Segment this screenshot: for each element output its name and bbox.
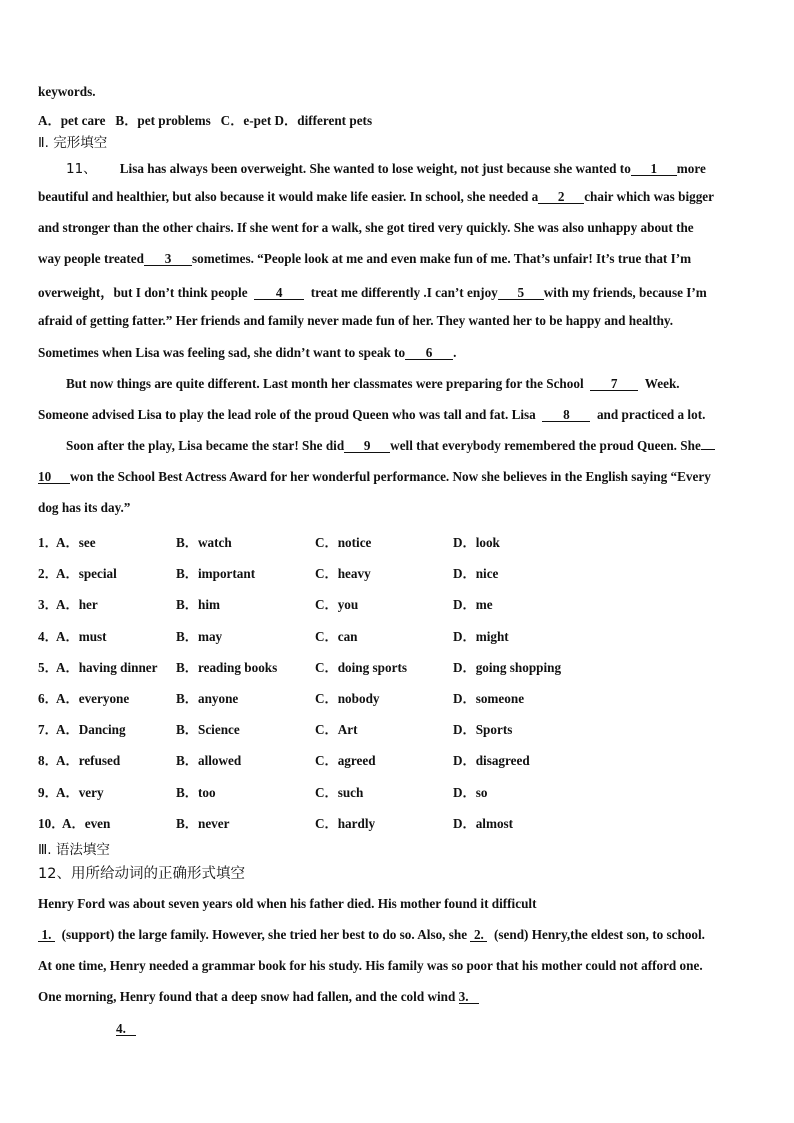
option-d[interactable]: D．me (453, 597, 493, 613)
option-a[interactable]: A．special (56, 566, 117, 582)
option-b[interactable]: B．never (176, 815, 230, 831)
option-row-number: 10． (38, 815, 65, 831)
option-c[interactable]: C．you (315, 597, 359, 613)
passage-line: Soon after the play, Lisa became the star! She did 9 well that everybody remembered the proud Queen. She (66, 438, 715, 454)
option-c[interactable]: C．nobody (315, 691, 380, 706)
blank-6[interactable]: 6 (405, 346, 453, 360)
option-b[interactable]: B．Science (176, 722, 240, 738)
option-b[interactable]: B．too (176, 784, 216, 800)
option-b-text: pet problems (137, 113, 211, 128)
option-d[interactable]: D．nice (453, 566, 499, 582)
question-12-heading: 12、用所给动词的正确形式填空 (38, 866, 245, 882)
passage-line: overweight，but I don’t think people 4 treat me differently .I can’t enjoy 5 with my friends, because I’m (38, 285, 707, 300)
option-row-number: 6． (38, 691, 58, 706)
option-d[interactable]: D．almost (453, 815, 514, 831)
option-c[interactable]: C．can (315, 628, 358, 644)
option-d-text: different pets (297, 113, 373, 128)
option-c[interactable]: C．such (315, 784, 364, 800)
blank-4[interactable]: 4 (254, 286, 304, 300)
passage-line: One morning, Henry found that a deep snow had fallen, and the cold wind 3. (38, 989, 479, 1005)
option-a[interactable]: A．even (62, 815, 111, 831)
option-c[interactable]: C．Art (315, 722, 358, 738)
question-number: 11、 (66, 161, 97, 177)
option-b[interactable]: B．may (176, 628, 223, 644)
option-b[interactable]: B．him (176, 597, 220, 613)
passage-line: dog has its day.” (38, 500, 131, 515)
grammar-blank-1[interactable]: 1. (38, 928, 55, 942)
blank-9[interactable]: 9 (344, 439, 390, 453)
option-b[interactable]: B．allowed (176, 753, 242, 769)
option-c[interactable]: C．doing sports (315, 659, 407, 675)
blank-8[interactable]: 8 (542, 408, 590, 422)
option-a[interactable]: A．everyone (56, 691, 130, 706)
passage-line: 1. (support) the large family. However, she tried her best to do so. Also, she 2. (send) Henry,the eldest son, to school. (38, 927, 705, 943)
blank-1[interactable]: 1 (631, 162, 677, 176)
passage-line: 10 won the School Best Actress Award for her wonderful performance. Now she believes in the English saying “Every (38, 469, 711, 484)
passage-line: But now things are quite different. Last month her classmates were preparing for the School 7 Week. (66, 376, 680, 391)
option-c[interactable]: C．agreed (315, 753, 376, 769)
option-a[interactable]: A．very (56, 784, 104, 800)
option-d[interactable]: D．Sports (453, 722, 513, 738)
passage-line (116, 1021, 136, 1037)
blank-3[interactable]: 3 (144, 252, 192, 266)
passage-line: Sometimes when Lisa was feeling sad, she didn’t want to speak to 6 . (38, 345, 457, 360)
option-b-letter: B (115, 113, 125, 128)
keywords-line: keywords. (38, 84, 96, 99)
passage-line: Henry Ford was about seven years old when his father died. His mother found it difficult (38, 896, 537, 911)
option-a[interactable]: A．must (56, 628, 107, 644)
passage-line: 11、 Lisa has always been overweight. She wanted to lose weight, not just because she wanted to 1 more (66, 161, 706, 177)
option-a[interactable]: A．her (56, 597, 98, 613)
option-b[interactable]: B．watch (176, 535, 232, 550)
grammar-blank-2[interactable]: 2. (470, 928, 487, 942)
option-row-number: 2． (38, 566, 58, 582)
option-b[interactable]: B．important (176, 566, 256, 582)
blank-2[interactable]: 2 (538, 190, 584, 204)
option-row-number: 1． (38, 535, 58, 550)
option-row-number: 4． (38, 628, 58, 644)
option-d[interactable]: D．so (453, 784, 488, 800)
option-a-text: pet care (60, 113, 106, 128)
option-row-number: 5． (38, 659, 58, 675)
option-c[interactable]: C．hardly (315, 815, 376, 831)
passage-line: and stronger than the other chairs. If she went for a walk, she got tired very quickly. She was also unhappy about the (38, 220, 694, 235)
section-3-title: Ⅲ. 语法填空 (38, 842, 110, 858)
option-d[interactable]: D．disagreed (453, 753, 530, 769)
option-d[interactable]: D．look (453, 535, 500, 550)
section-2-title: Ⅱ. 完形填空 (38, 135, 108, 151)
grammar-blank-4[interactable]: 4. (116, 1022, 136, 1036)
blank-7[interactable]: 7 (590, 377, 638, 391)
passage-line: afraid of getting fatter.” Her friends and family never made fun of her. They wanted her to be happy and healthy. (38, 313, 674, 328)
option-b[interactable]: B．reading books (176, 659, 278, 675)
option-a[interactable]: A．refused (56, 753, 121, 769)
passage-line: beautiful and healthier, but also because it would make life easier. In school, she needed a 2 chair which was bigger (38, 189, 715, 204)
grammar-blank-3[interactable]: 3. (459, 990, 479, 1004)
previous-question-options: A．pet care B．pet problems C．e-pet D．different pets (38, 113, 373, 128)
blank-5[interactable]: 5 (498, 286, 544, 300)
option-row-number: 9． (38, 784, 58, 800)
option-a[interactable]: A．Dancing (56, 722, 126, 738)
passage-line: At one time, Henry needed a grammar book for his study. His family was so poor that his mother could not afford one. (38, 958, 703, 973)
option-c[interactable]: C．heavy (315, 566, 371, 582)
blank-10[interactable]: 10 (38, 470, 70, 484)
passage-line: way people treated 3 sometimes. “People look at me and even make fun of me. That’s unfair! It’s true that I’m (38, 251, 692, 266)
option-a-letter: A (38, 113, 48, 128)
passage-line: Someone advised Lisa to play the lead role of the proud Queen who was tall and fat. Lisa 8 and practiced a lot. (38, 407, 706, 422)
option-row-number: 7． (38, 722, 58, 738)
option-c-text: e-pet (243, 113, 272, 128)
option-a[interactable]: A．having dinner (56, 659, 158, 675)
option-d[interactable]: D．might (453, 628, 509, 644)
option-c-letter: C (220, 113, 231, 128)
option-b[interactable]: B．anyone (176, 691, 239, 706)
option-row-number: 3． (38, 597, 58, 613)
option-d[interactable]: D．someone (453, 691, 525, 706)
option-d-letter: D (274, 113, 285, 128)
option-c[interactable]: C．notice (315, 535, 372, 550)
option-d[interactable]: D．going shopping (453, 659, 562, 675)
option-row-number: 8． (38, 753, 58, 769)
option-a[interactable]: A．see (56, 535, 96, 550)
